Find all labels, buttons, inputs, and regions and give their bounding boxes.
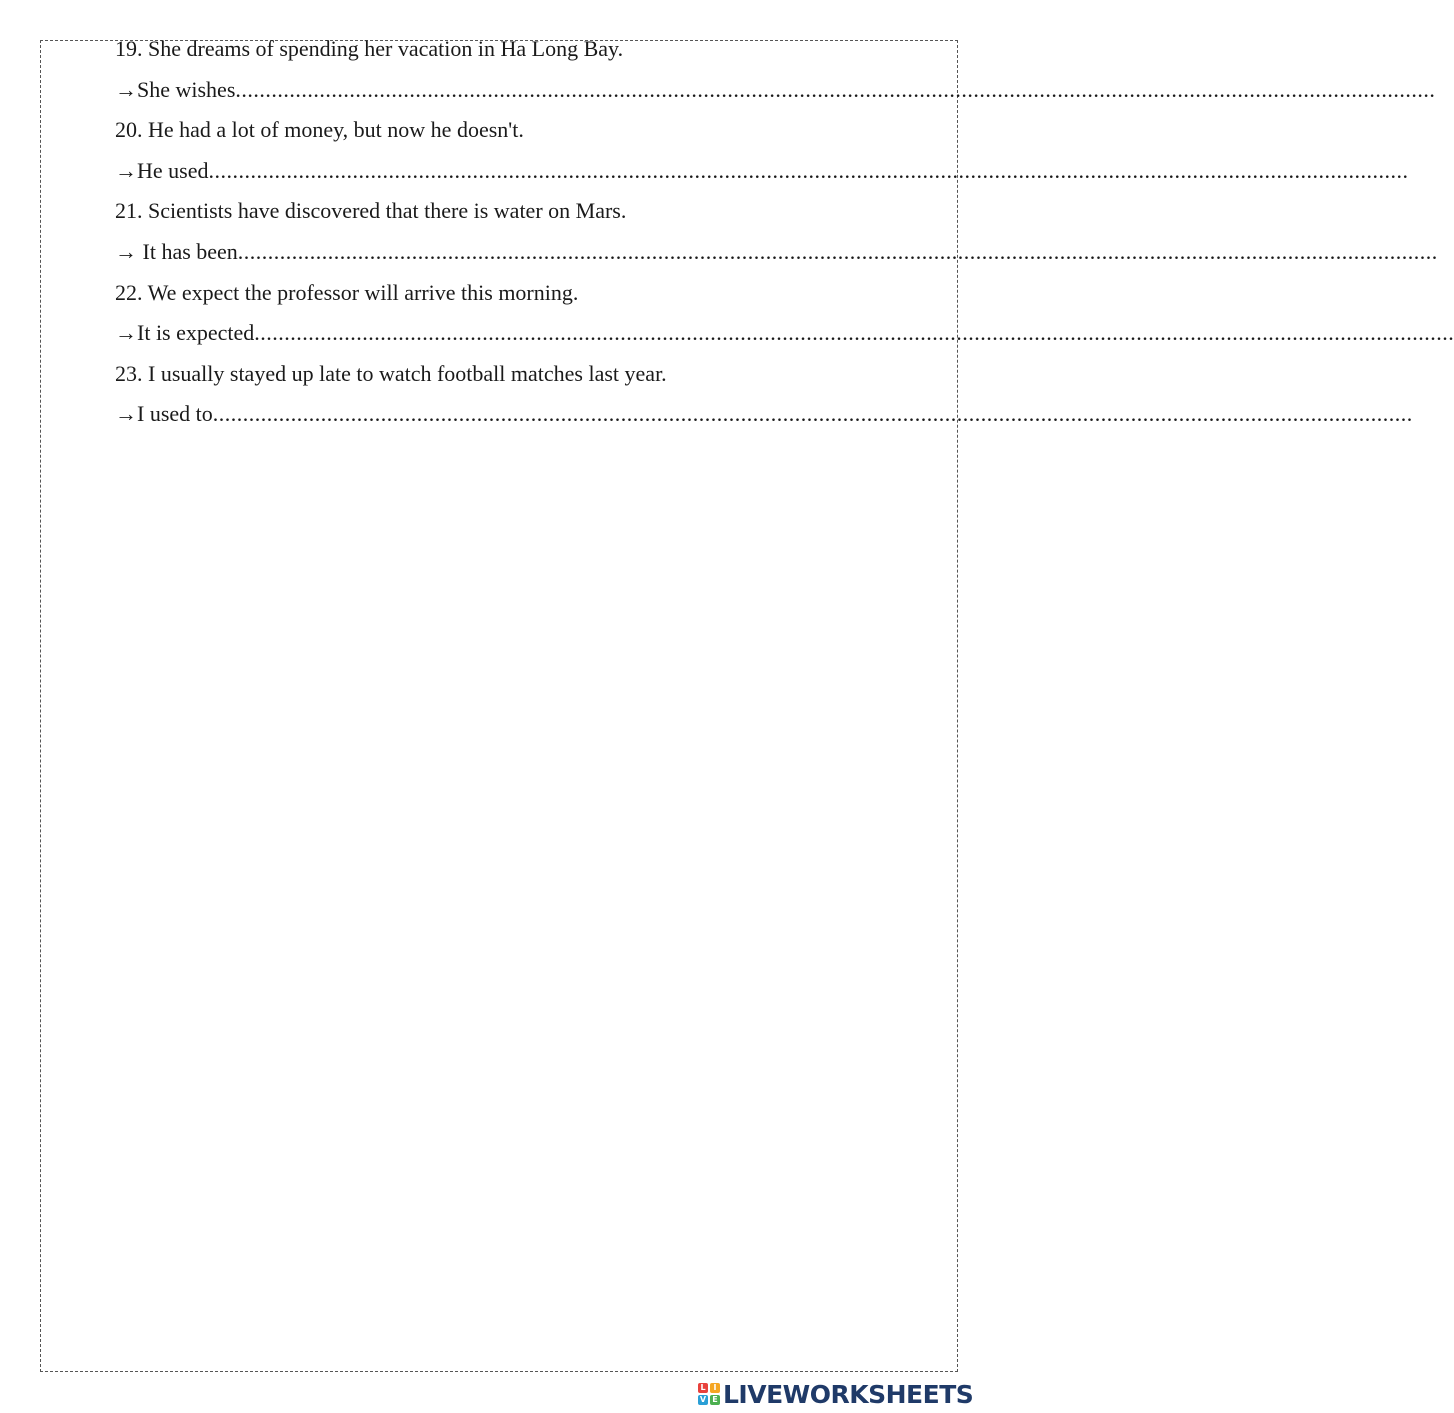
answer-prompt-21: → It has been	[115, 238, 238, 264]
logo-text: LIVEWORKSHEETS	[723, 1379, 974, 1409]
question-20: 20. He had a lot of money, but now he doesn't.	[115, 117, 524, 143]
question-23: 23. I usually stayed up late to watch football matches last year.	[115, 360, 667, 386]
answer-line-21[interactable]	[115, 235, 1438, 276]
logo-mark-icon	[698, 1383, 720, 1405]
answer-prompt-20: →He used	[115, 157, 209, 183]
answer-blank-20[interactable]: ........................................................................................................................................................................................................	[208, 157, 1409, 183]
answer-line-20[interactable]	[115, 154, 1409, 195]
answer-prompt-19: →She wishes	[115, 76, 236, 102]
answer-line-19[interactable]	[115, 73, 1436, 114]
question-19: 19. She dreams of spending her vacation in Ha Long Bay.	[115, 36, 624, 61]
answer-line-22[interactable]	[115, 316, 1454, 357]
logo-letter-v: V	[699, 1395, 707, 1404]
question-22: 22. We expect the professor will arrive this morning.	[115, 279, 579, 305]
liveworksheets-logo[interactable]	[698, 1381, 973, 1407]
answer-blank-19[interactable]: ........................................................................................................................................................................................................	[235, 76, 1436, 102]
answer-blank-22[interactable]: ........................................................................................................................................................................................................	[254, 320, 1454, 346]
answer-prompt-23: →I used to	[115, 401, 213, 427]
exercise-list	[115, 32, 1454, 438]
logo-letter-i: I	[710, 1383, 720, 1393]
answer-line-23[interactable]	[115, 397, 1413, 438]
answer-blank-21[interactable]: ........................................................................................................................................................................................................	[237, 238, 1438, 264]
answer-prompt-22: →It is expected	[115, 320, 255, 346]
logo-letter-l: L	[698, 1383, 708, 1393]
logo-letter-e: E	[710, 1395, 720, 1405]
question-21: 21. Scientists have discovered that there is water on Mars.	[115, 198, 627, 224]
answer-blank-23[interactable]: ........................................................................................................................................................................................................	[212, 401, 1413, 427]
